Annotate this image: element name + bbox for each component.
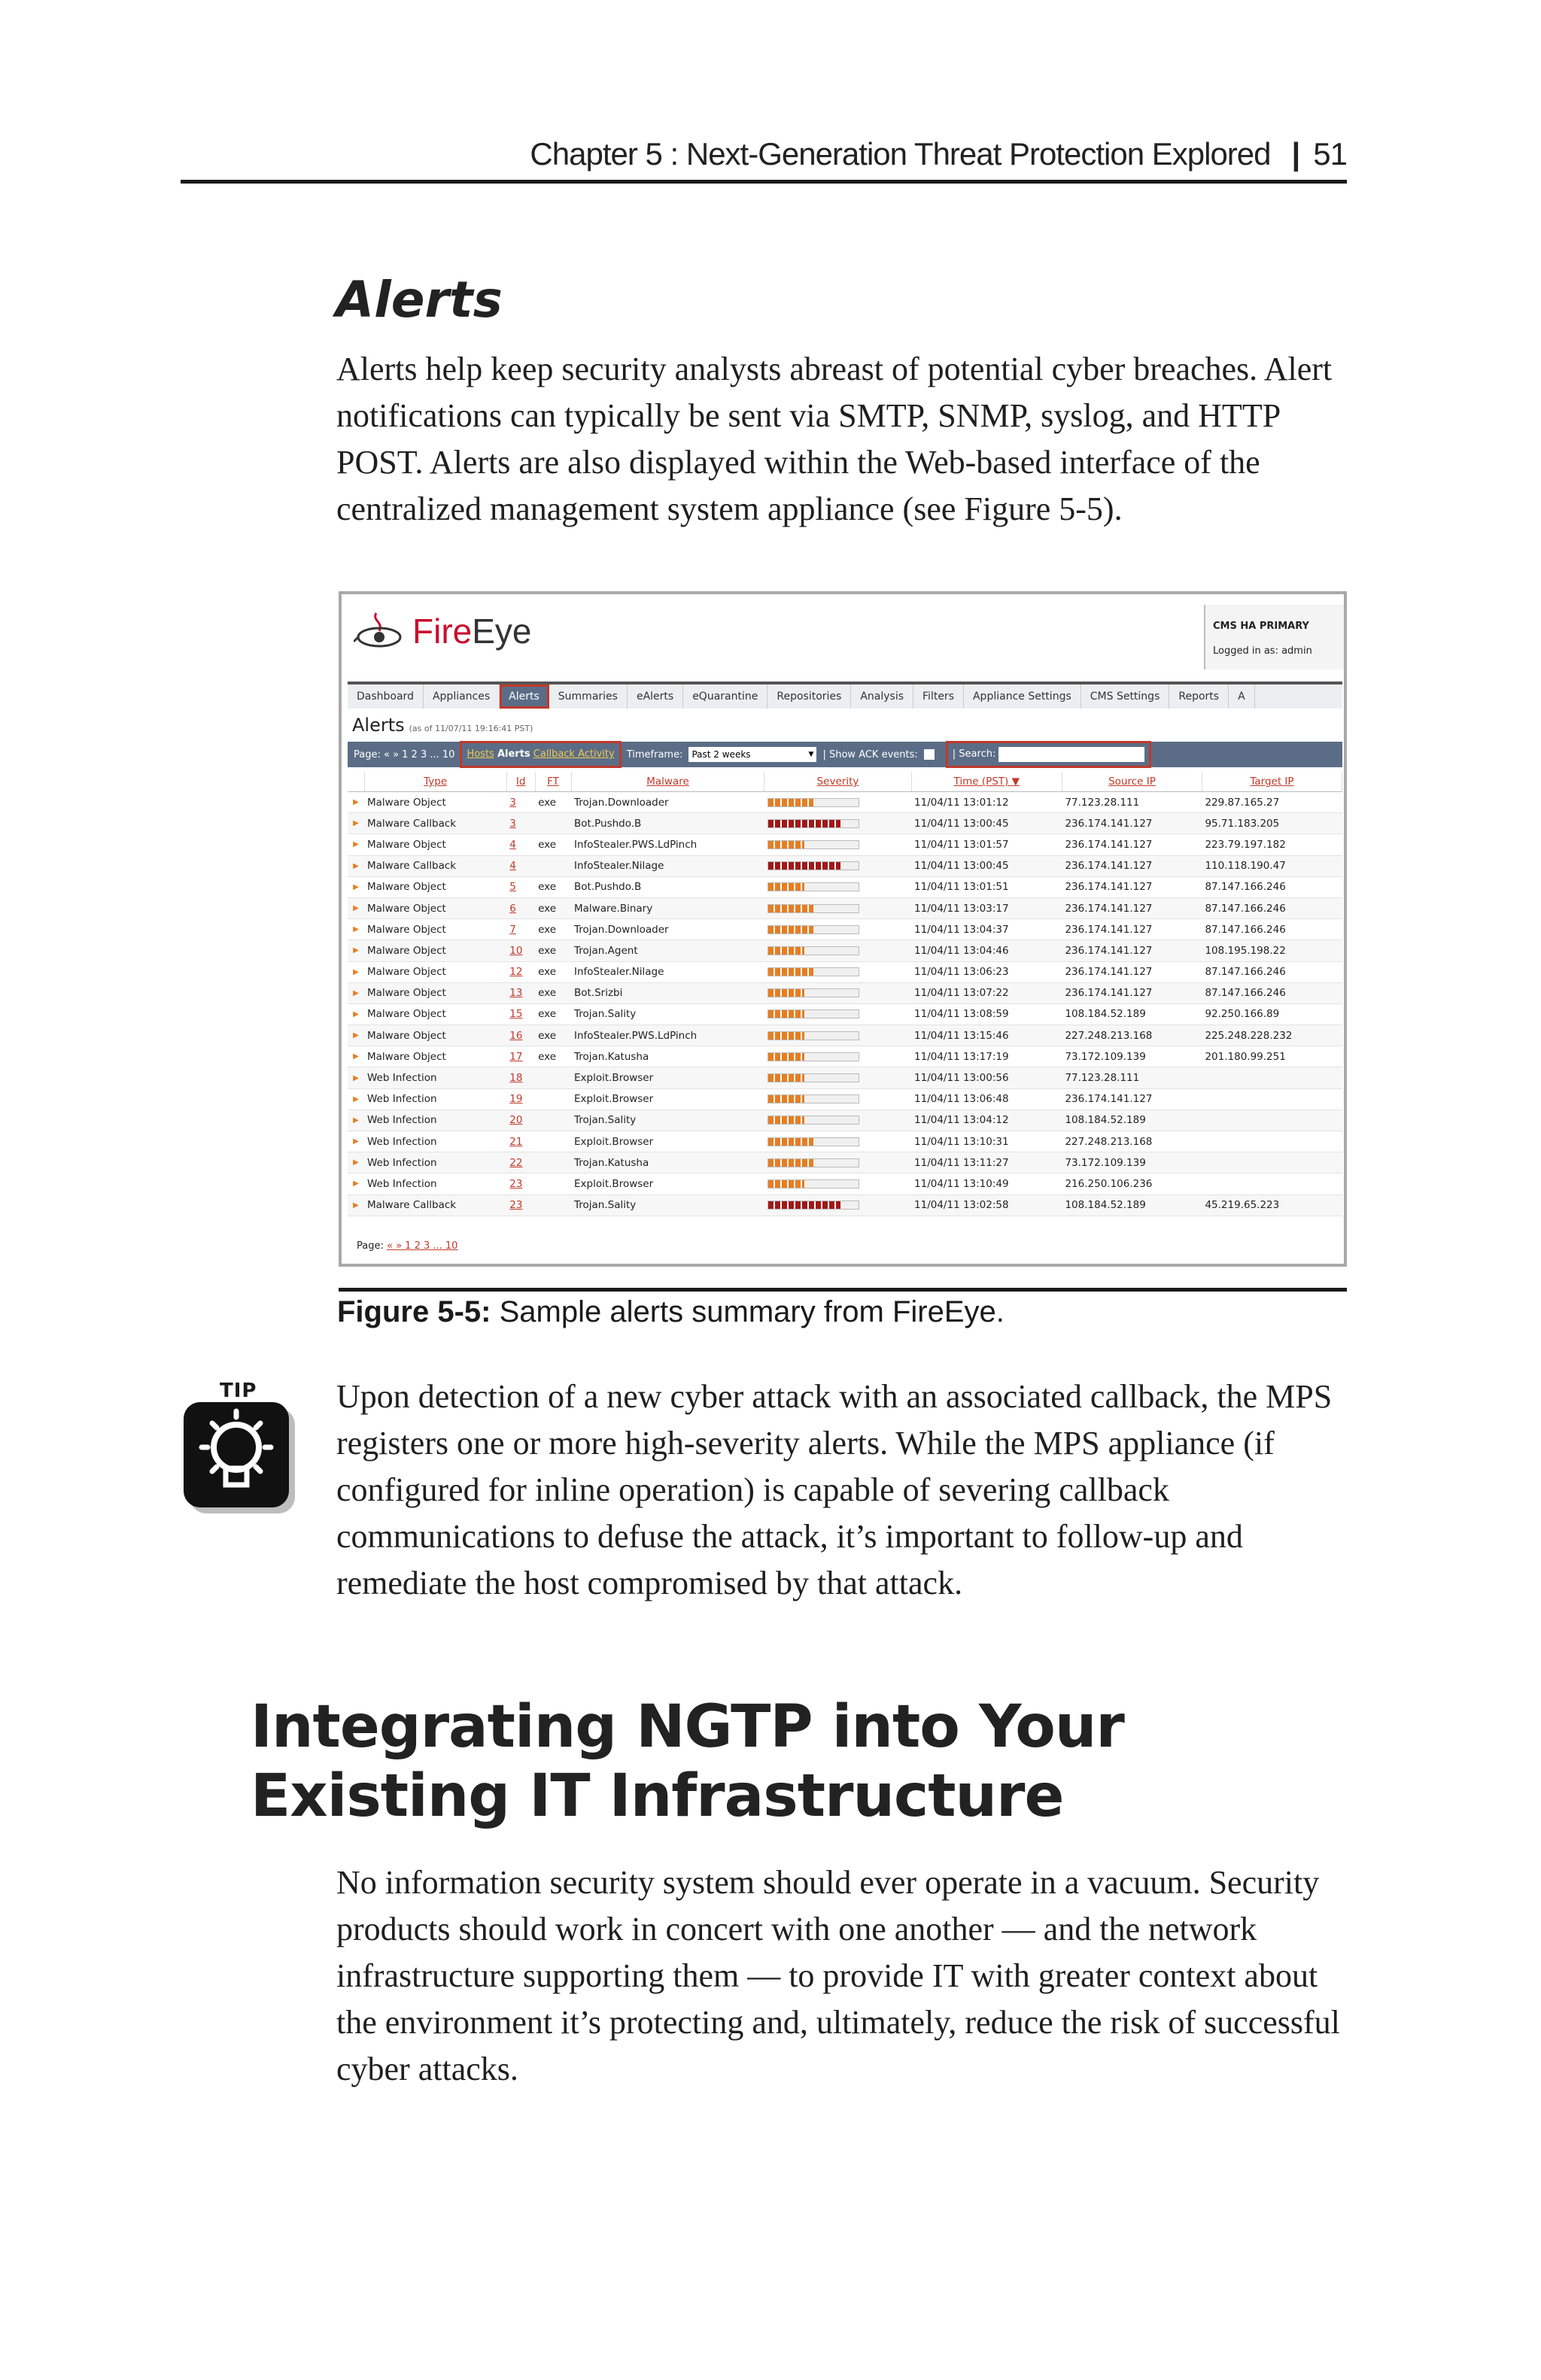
expand-arrow-icon[interactable]: ▶ xyxy=(348,1173,364,1195)
show-ack-checkbox[interactable] xyxy=(924,749,935,760)
id-cell[interactable]: 21 xyxy=(506,1131,535,1152)
tab-equarantine[interactable]: eQuarantine xyxy=(683,685,767,709)
nav-tabbar xyxy=(348,682,1342,709)
time-cell: 11/04/11 13:00:45 xyxy=(911,855,1062,876)
target-ip-cell: 95.71.183.205 xyxy=(1202,813,1342,834)
fireeye-logo xyxy=(354,605,532,657)
severity-bar xyxy=(764,1110,911,1131)
tab-summaries[interactable]: Summaries xyxy=(549,685,628,709)
id-cell[interactable]: 16 xyxy=(506,1025,535,1046)
ft-cell xyxy=(535,855,571,876)
expand-arrow-icon[interactable]: ▶ xyxy=(348,855,364,876)
tip-label: TIP xyxy=(220,1380,257,1402)
target-ip-cell xyxy=(1202,1088,1342,1110)
expand-arrow-icon[interactable]: ▶ xyxy=(348,1195,364,1216)
id-cell[interactable]: 12 xyxy=(506,961,535,982)
expand-arrow-icon[interactable]: ▶ xyxy=(348,1088,364,1110)
malware-cell: Exploit.Browser xyxy=(571,1067,764,1088)
caption-label: Figure 5-5: xyxy=(337,1295,491,1328)
tip-paragraph: Upon detection of a new cyber attack with an associated callback, the MPS registers one or more high-severity alerts. While the MPS appliance (if configured for inline operation) is capable of severing callback communications to defuse the attack, it’s important to follow-up and remediate the host compromised by that attack. xyxy=(336,1378,1333,1601)
malware-cell: Trojan.Downloader xyxy=(571,792,764,813)
table-row[interactable] xyxy=(348,834,1342,855)
type-cell: Malware Object xyxy=(364,1025,506,1046)
timeframe-label: Timeframe: xyxy=(626,748,683,760)
time-cell: 11/04/11 13:15:46 xyxy=(911,1025,1062,1046)
ft-cell: exe xyxy=(535,919,571,940)
ft-cell: exe xyxy=(535,876,571,897)
ft-cell xyxy=(535,1131,571,1152)
severity-bar xyxy=(764,940,911,961)
tab-analysis[interactable]: Analysis xyxy=(851,685,913,709)
severity-bar xyxy=(764,961,911,982)
malware-cell: Trojan.Katusha xyxy=(571,1046,764,1067)
type-cell: Web Infection xyxy=(364,1152,506,1173)
time-cell: 11/04/11 13:02:58 xyxy=(911,1195,1062,1216)
table-row[interactable] xyxy=(348,792,1342,813)
type-cell: Malware Object xyxy=(364,897,506,918)
time-cell: 11/04/11 13:11:27 xyxy=(911,1152,1062,1173)
id-cell[interactable]: 7 xyxy=(506,919,535,940)
severity-bar xyxy=(764,1046,911,1067)
table-row[interactable] xyxy=(348,813,1342,834)
target-ip-cell: 223.79.197.182 xyxy=(1202,834,1342,855)
source-ip-cell: 77.123.28.111 xyxy=(1062,1067,1202,1088)
severity-bar xyxy=(764,919,911,940)
ft-cell: exe xyxy=(535,1046,571,1067)
severity-bar xyxy=(764,1025,911,1046)
expand-arrow-icon[interactable]: ▶ xyxy=(348,834,364,855)
column-header[interactable]: Id xyxy=(506,772,535,792)
id-cell[interactable]: 13 xyxy=(506,982,535,1003)
ft-cell: exe xyxy=(535,1025,571,1046)
expand-arrow-icon[interactable]: ▶ xyxy=(348,961,364,982)
caption-rule xyxy=(339,1288,1347,1292)
type-cell: Malware Object xyxy=(364,1003,506,1025)
source-ip-cell: 236.174.141.127 xyxy=(1062,876,1202,897)
id-cell[interactable]: 4 xyxy=(506,855,535,876)
malware-cell: Exploit.Browser xyxy=(571,1131,764,1152)
table-row[interactable] xyxy=(348,1195,1342,1216)
timeframe-select[interactable]: Past 2 weeks ▼ xyxy=(688,747,816,762)
tab-cms-settings[interactable]: CMS Settings xyxy=(1081,685,1170,709)
id-cell[interactable]: 19 xyxy=(506,1088,535,1110)
id-cell[interactable]: 10 xyxy=(506,940,535,961)
target-ip-cell xyxy=(1202,1110,1342,1131)
malware-cell: Bot.Srizbi xyxy=(571,982,764,1003)
fireeye-screenshot xyxy=(339,591,1347,1267)
target-ip-cell xyxy=(1202,1173,1342,1195)
tab-filters[interactable]: Filters xyxy=(913,685,964,709)
expand-arrow-icon[interactable]: ▶ xyxy=(348,919,364,940)
source-ip-cell: 216.250.106.236 xyxy=(1062,1173,1202,1195)
tab-dashboard[interactable]: Dashboard xyxy=(348,685,424,709)
type-cell: Malware Object xyxy=(364,919,506,940)
heading-line-2: Existing IT Infrastructure xyxy=(251,1762,1064,1830)
expand-arrow-icon[interactable]: ▶ xyxy=(348,897,364,918)
chapter-title: Chapter 5 : Next-Generation Threat Protection Explored xyxy=(530,136,1271,172)
malware-cell: Exploit.Browser xyxy=(571,1088,764,1110)
type-cell: Malware Object xyxy=(364,1046,506,1067)
target-ip-cell xyxy=(1202,1152,1342,1173)
target-ip-cell: 45.219.65.223 xyxy=(1202,1195,1342,1216)
source-ip-cell: 77.123.28.111 xyxy=(1062,792,1202,813)
malware-cell: InfoStealer.PWS.LdPinch xyxy=(571,1025,764,1046)
type-cell: Web Infection xyxy=(364,1067,506,1088)
severity-bar xyxy=(764,1195,911,1216)
type-cell: Malware Callback xyxy=(364,813,506,834)
source-ip-cell: 236.174.141.127 xyxy=(1062,834,1202,855)
column-header[interactable]: Type xyxy=(364,772,506,792)
show-ack-label: | Show ACK events: xyxy=(822,748,918,760)
heading-line-1: Integrating NGTP into Your xyxy=(251,1693,1124,1761)
id-cell[interactable]: 6 xyxy=(506,897,535,918)
malware-cell: Trojan.Sality xyxy=(571,1195,764,1216)
time-cell: 11/04/11 13:06:48 xyxy=(911,1088,1062,1110)
time-cell: 11/04/11 13:10:49 xyxy=(911,1173,1062,1195)
ft-cell: exe xyxy=(535,792,571,813)
table-row[interactable] xyxy=(348,961,1342,982)
expand-arrow-icon[interactable]: ▶ xyxy=(348,1025,364,1046)
source-ip-cell: 236.174.141.127 xyxy=(1062,855,1202,876)
ft-cell xyxy=(535,1088,571,1110)
source-ip-cell: 236.174.141.127 xyxy=(1062,940,1202,961)
alerts-paragraph: Alerts help keep security analysts abreast of potential cyber breaches. Alert notifications can typically be sent via SMTP, SNMP, syslog, and HTTP POST. Alerts are also displayed within the Web-based interface of the centralized management system appliance (see Figure 5-5). xyxy=(336,351,1333,527)
type-cell: Malware Object xyxy=(364,876,506,897)
time-cell: 11/04/11 13:04:37 xyxy=(911,919,1062,940)
table-row[interactable] xyxy=(348,1110,1342,1131)
id-cell[interactable]: 3 xyxy=(506,813,535,834)
target-ip-cell: 87.147.166.246 xyxy=(1202,876,1342,897)
source-ip-cell: 236.174.141.127 xyxy=(1062,813,1202,834)
target-ip-cell: 87.147.166.246 xyxy=(1202,919,1342,940)
source-ip-cell: 227.248.213.168 xyxy=(1062,1025,1202,1046)
table-row[interactable] xyxy=(348,1046,1342,1067)
alerts-title: Alerts xyxy=(352,715,405,736)
pager-bottom-label: Page: xyxy=(357,1240,384,1252)
time-cell: 11/04/11 13:04:12 xyxy=(911,1110,1062,1131)
search-label: | Search: xyxy=(952,748,996,760)
column-header[interactable]: Source IP xyxy=(1062,772,1202,792)
logo-suffix: Eye xyxy=(472,612,532,651)
table-row[interactable] xyxy=(348,1003,1342,1025)
malware-cell: Trojan.Agent xyxy=(571,940,764,961)
target-ip-cell: 87.147.166.246 xyxy=(1202,982,1342,1003)
source-ip-cell: 108.184.52.189 xyxy=(1062,1003,1202,1025)
expand-arrow-icon[interactable]: ▶ xyxy=(348,982,364,1003)
tab-appliances[interactable]: Appliances xyxy=(424,685,500,709)
severity-bar xyxy=(764,982,911,1003)
type-cell: Web Infection xyxy=(364,1131,506,1152)
table-row[interactable] xyxy=(348,1088,1342,1110)
expand-arrow-icon[interactable]: ▶ xyxy=(348,1067,364,1088)
target-ip-cell: 92.250.166.89 xyxy=(1202,1003,1342,1025)
source-ip-cell: 108.184.52.189 xyxy=(1062,1195,1202,1216)
type-cell: Malware Object xyxy=(364,961,506,982)
integrating-paragraph: No information security system should ever operate in a vacuum. Security products should work in concert with one another — and the network infrastructure supporting them — to provide IT with greater context about the environment it’s protecting and, ultimately, reduce the risk of successful cyber attacks. xyxy=(336,1864,1340,2087)
malware-cell: Trojan.Katusha xyxy=(571,1152,764,1173)
ft-cell xyxy=(535,1067,571,1088)
id-cell[interactable]: 5 xyxy=(506,876,535,897)
severity-bar xyxy=(764,1088,911,1110)
malware-cell: InfoStealer.Nilage xyxy=(571,855,764,876)
cms-status: CMS HA PRIMARY xyxy=(1213,621,1309,632)
table-row[interactable] xyxy=(348,940,1342,961)
malware-cell: Trojan.Downloader xyxy=(571,919,764,940)
expand-arrow-icon[interactable]: ▶ xyxy=(348,1003,364,1025)
table-row[interactable] xyxy=(348,1067,1342,1088)
tab-alerts[interactable]: Alerts xyxy=(500,685,549,709)
ft-cell: exe xyxy=(535,897,571,918)
id-cell[interactable]: 23 xyxy=(506,1195,535,1216)
caption-text: Sample alerts summary from FireEye. xyxy=(499,1295,1005,1328)
expand-arrow-icon[interactable]: ▶ xyxy=(348,813,364,834)
time-cell: 11/04/11 13:00:45 xyxy=(911,813,1062,834)
table-row[interactable] xyxy=(348,982,1342,1003)
ft-cell: exe xyxy=(535,1003,571,1025)
hosts-link[interactable]: Hosts xyxy=(467,748,494,760)
source-ip-cell: 227.248.213.168 xyxy=(1062,1131,1202,1152)
tab-appliance-settings[interactable]: Appliance Settings xyxy=(964,685,1081,709)
id-cell[interactable]: 18 xyxy=(506,1067,535,1088)
severity-bar xyxy=(764,813,911,834)
time-cell: 11/04/11 13:17:19 xyxy=(911,1046,1062,1067)
source-ip-cell: 236.174.141.127 xyxy=(1062,961,1202,982)
time-cell: 11/04/11 13:10:31 xyxy=(911,1131,1062,1152)
pager-bottom xyxy=(357,1240,457,1252)
alerts-table xyxy=(348,772,1342,1216)
severity-bar xyxy=(764,1173,911,1195)
severity-bar xyxy=(764,1152,911,1173)
severity-bar xyxy=(764,792,911,813)
type-cell: Web Infection xyxy=(364,1088,506,1110)
id-cell[interactable]: 22 xyxy=(506,1152,535,1173)
tab-reports[interactable]: Reports xyxy=(1169,685,1229,709)
callback-activity-link[interactable]: Callback Activity xyxy=(533,748,615,760)
pager-top[interactable]: Page: « » 1 2 3 ... 10 xyxy=(354,748,455,760)
search-input[interactable] xyxy=(998,747,1144,762)
malware-cell: Malware.Binary xyxy=(571,897,764,918)
logo-prefix: Fire xyxy=(412,612,473,651)
source-ip-cell: 236.174.141.127 xyxy=(1062,897,1202,918)
ft-cell xyxy=(535,1110,571,1131)
expand-column-header xyxy=(348,772,364,792)
time-cell: 11/04/11 13:00:56 xyxy=(911,1067,1062,1088)
tab-a[interactable]: A xyxy=(1229,685,1255,709)
table-row[interactable] xyxy=(348,919,1342,940)
tab-repositories[interactable]: Repositories xyxy=(767,685,851,709)
target-ip-cell xyxy=(1202,1131,1342,1152)
time-cell: 11/04/11 13:08:59 xyxy=(911,1003,1062,1025)
target-ip-cell: 110.118.190.47 xyxy=(1202,855,1342,876)
source-ip-cell: 236.174.141.127 xyxy=(1062,919,1202,940)
source-ip-cell: 73.172.109.139 xyxy=(1062,1046,1202,1067)
severity-bar xyxy=(764,897,911,918)
target-ip-cell: 229.87.165.27 xyxy=(1202,792,1342,813)
time-cell: 11/04/11 13:04:46 xyxy=(911,940,1062,961)
target-ip-cell: 225.248.228.232 xyxy=(1202,1025,1342,1046)
section-heading-alerts: Alerts xyxy=(336,271,503,329)
malware-cell: InfoStealer.Nilage xyxy=(571,961,764,982)
expand-arrow-icon[interactable]: ▶ xyxy=(348,792,364,813)
alerts-asof: (as of 11/07/11 19:16:41 PST) xyxy=(409,724,533,733)
source-ip-cell: 73.172.109.139 xyxy=(1062,1152,1202,1173)
table-row[interactable] xyxy=(348,1025,1342,1046)
type-cell: Web Infection xyxy=(364,1110,506,1131)
id-cell[interactable]: 20 xyxy=(506,1110,535,1131)
time-cell: 11/04/11 13:01:57 xyxy=(911,834,1062,855)
type-cell: Malware Object xyxy=(364,834,506,855)
ft-cell xyxy=(535,1195,571,1216)
figure-caption xyxy=(337,1295,1005,1329)
id-cell[interactable]: 4 xyxy=(506,834,535,855)
tab-ealerts[interactable]: eAlerts xyxy=(628,685,683,709)
flame-eye-icon xyxy=(354,610,408,652)
table-row[interactable] xyxy=(348,897,1342,918)
table-row[interactable] xyxy=(348,1152,1342,1173)
expand-arrow-icon[interactable]: ▶ xyxy=(348,1131,364,1152)
column-header[interactable]: Time (PST) ▼ xyxy=(911,772,1062,792)
column-header[interactable]: Target IP xyxy=(1202,772,1342,792)
ft-cell: exe xyxy=(535,961,571,982)
severity-bar xyxy=(764,834,911,855)
time-cell: 11/04/11 13:06:23 xyxy=(911,961,1062,982)
column-header[interactable]: FT xyxy=(535,772,571,792)
type-cell: Malware Object xyxy=(364,982,506,1003)
time-cell: 11/04/11 13:01:51 xyxy=(911,876,1062,897)
target-ip-cell: 201.180.99.251 xyxy=(1202,1046,1342,1067)
ft-cell: exe xyxy=(535,940,571,961)
time-cell: 11/04/11 13:01:12 xyxy=(911,792,1062,813)
pager-bottom-links[interactable]: « » 1 2 3 ... 10 xyxy=(387,1240,458,1252)
malware-cell: Trojan.Sality xyxy=(571,1003,764,1025)
id-cell[interactable]: 17 xyxy=(506,1046,535,1067)
table-row[interactable] xyxy=(348,1131,1342,1152)
id-cell[interactable]: 15 xyxy=(506,1003,535,1025)
expand-arrow-icon[interactable]: ▶ xyxy=(348,1152,364,1173)
time-cell: 11/04/11 13:03:17 xyxy=(911,897,1062,918)
source-ip-cell: 108.184.52.189 xyxy=(1062,1110,1202,1131)
alerts-view: Alerts xyxy=(497,748,530,760)
alerts-toolbar xyxy=(348,742,1342,767)
search-area xyxy=(947,742,1151,767)
column-header[interactable]: Malware xyxy=(571,772,764,792)
type-cell: Web Infection xyxy=(364,1173,506,1195)
malware-cell: Exploit.Browser xyxy=(571,1173,764,1195)
malware-cell: Trojan.Sality xyxy=(571,1110,764,1131)
type-cell: Malware Callback xyxy=(364,855,506,876)
severity-bar xyxy=(764,855,911,876)
severity-bar xyxy=(764,876,911,897)
severity-bar xyxy=(764,1131,911,1152)
logged-in-as: Logged in as: admin xyxy=(1213,645,1312,657)
expand-arrow-icon[interactable]: ▶ xyxy=(348,1110,364,1131)
severity-bar xyxy=(764,1003,911,1025)
expand-arrow-icon[interactable]: ▶ xyxy=(348,1046,364,1067)
header-separator: | xyxy=(1291,136,1300,172)
type-cell: Malware Callback xyxy=(364,1195,506,1216)
page-number: 51 xyxy=(1313,136,1347,172)
source-ip-cell: 236.174.141.127 xyxy=(1062,982,1202,1003)
cms-status-box xyxy=(1204,605,1344,669)
table-row[interactable] xyxy=(348,876,1342,897)
ft-cell xyxy=(535,813,571,834)
id-cell[interactable]: 23 xyxy=(506,1173,535,1195)
table-row[interactable] xyxy=(348,855,1342,876)
expand-arrow-icon[interactable]: ▶ xyxy=(348,940,364,961)
malware-cell: Bot.Pushdo.B xyxy=(571,813,764,834)
target-ip-cell: 87.147.166.246 xyxy=(1202,897,1342,918)
column-header[interactable]: Severity xyxy=(764,772,911,792)
time-cell: 11/04/11 13:07:22 xyxy=(911,982,1062,1003)
ft-cell: exe xyxy=(535,982,571,1003)
alerts-page-title xyxy=(352,715,533,736)
type-cell: Malware Object xyxy=(364,940,506,961)
section-heading-integrating xyxy=(251,1692,1124,1831)
ft-cell xyxy=(535,1173,571,1195)
view-toggle xyxy=(460,742,620,767)
malware-cell: InfoStealer.PWS.LdPinch xyxy=(571,834,764,855)
source-ip-cell: 236.174.141.127 xyxy=(1062,1088,1202,1110)
target-ip-cell: 108.195.198.22 xyxy=(1202,940,1342,961)
type-cell: Malware Object xyxy=(364,792,506,813)
ft-cell: exe xyxy=(535,834,571,855)
severity-bar xyxy=(764,1067,911,1088)
table-row[interactable] xyxy=(348,1173,1342,1195)
malware-cell: Bot.Pushdo.B xyxy=(571,876,764,897)
target-ip-cell xyxy=(1202,1067,1342,1088)
target-ip-cell: 87.147.166.246 xyxy=(1202,961,1342,982)
expand-arrow-icon[interactable]: ▶ xyxy=(348,876,364,897)
ft-cell xyxy=(535,1152,571,1173)
running-header xyxy=(181,132,1347,184)
id-cell[interactable]: 3 xyxy=(506,792,535,813)
